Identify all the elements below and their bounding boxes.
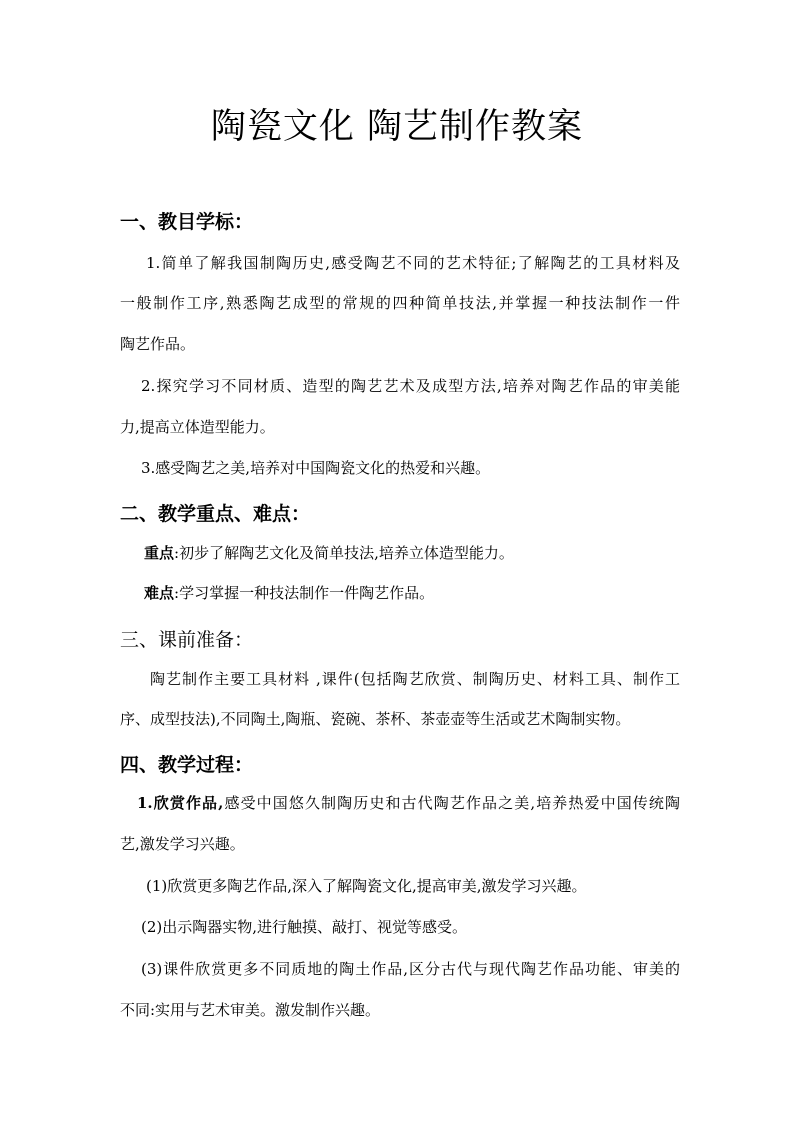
process-1-text: 感受中国悠久制陶历史和古代陶艺作品之美,培养热爱中国传统陶 [223, 794, 680, 812]
difficult-point [144, 586, 704, 601]
objective-1-line-3: 陶艺作品。 [120, 335, 196, 353]
objective-1-line-2: 一般制作工序,熟悉陶艺成型的常规的四种简单技法,并掌握一种技法制作一件 [120, 294, 680, 312]
key-point [144, 546, 704, 561]
section-1-heading: 一、教目学标： [120, 211, 254, 233]
difficult-point-label: 难点 [144, 584, 175, 602]
document-title: 陶瓷文化 陶艺制作教案 [210, 107, 584, 147]
section-2-heading: 二、教学重点、难点： [120, 503, 311, 525]
process-1-label: 1.欣赏作品, [137, 794, 224, 812]
preparation-line-1: 陶艺制作主要工具材料 ,课件(包括陶艺欣赏、制陶历史、材料工具、制作工 [150, 670, 680, 688]
section-4-heading: 四、教学过程： [120, 754, 254, 776]
difficult-point-text: :学习掌握一种技法制作一件陶艺作品。 [174, 584, 435, 602]
process-1-line-2: 艺,激发学习兴趣。 [120, 835, 245, 853]
objective-1-line-1: 1.简单了解我国制陶历史,感受陶艺不同的艺术特征;了解陶艺的工具材料及 [146, 254, 680, 272]
key-point-text: :初步了解陶艺文化及简单技法,培养立体造型能力。 [174, 544, 514, 562]
objective-3: 3.感受陶艺之美,培养对中国陶瓷文化的热爱和兴趣。 [141, 459, 491, 477]
process-1-sub-3-line-1: (3)课件欣赏更多不同质地的陶土作品,区分古代与现代陶艺作品功能、审美的 [141, 960, 680, 978]
objective-2-line-1: 2.探究学习不同材质、造型的陶艺艺术及成型方法,培养对陶艺作品的审美能 [141, 377, 680, 395]
process-1-sub-3-line-2: 不同:实用与艺术审美。激发制作兴趣。 [120, 1001, 381, 1019]
objective-2-line-2: 力,提高立体造型能力。 [120, 418, 275, 436]
process-1-line-1 [137, 796, 680, 811]
process-1-sub-1: (1)欣赏更多陶艺作品,深入了解陶瓷文化,提高审美,激发学习兴趣。 [146, 877, 587, 895]
key-point-label: 重点 [144, 544, 175, 562]
preparation-line-2: 序、成型技法),不同陶土,陶瓶、瓷碗、茶杯、茶壶壶等生活或艺术陶制实物。 [120, 710, 631, 728]
process-1-sub-2: (2)出示陶器实物,进行触摸、敲打、视觉等感受。 [141, 918, 468, 936]
section-3-heading: 三、课前准备： [120, 629, 254, 651]
